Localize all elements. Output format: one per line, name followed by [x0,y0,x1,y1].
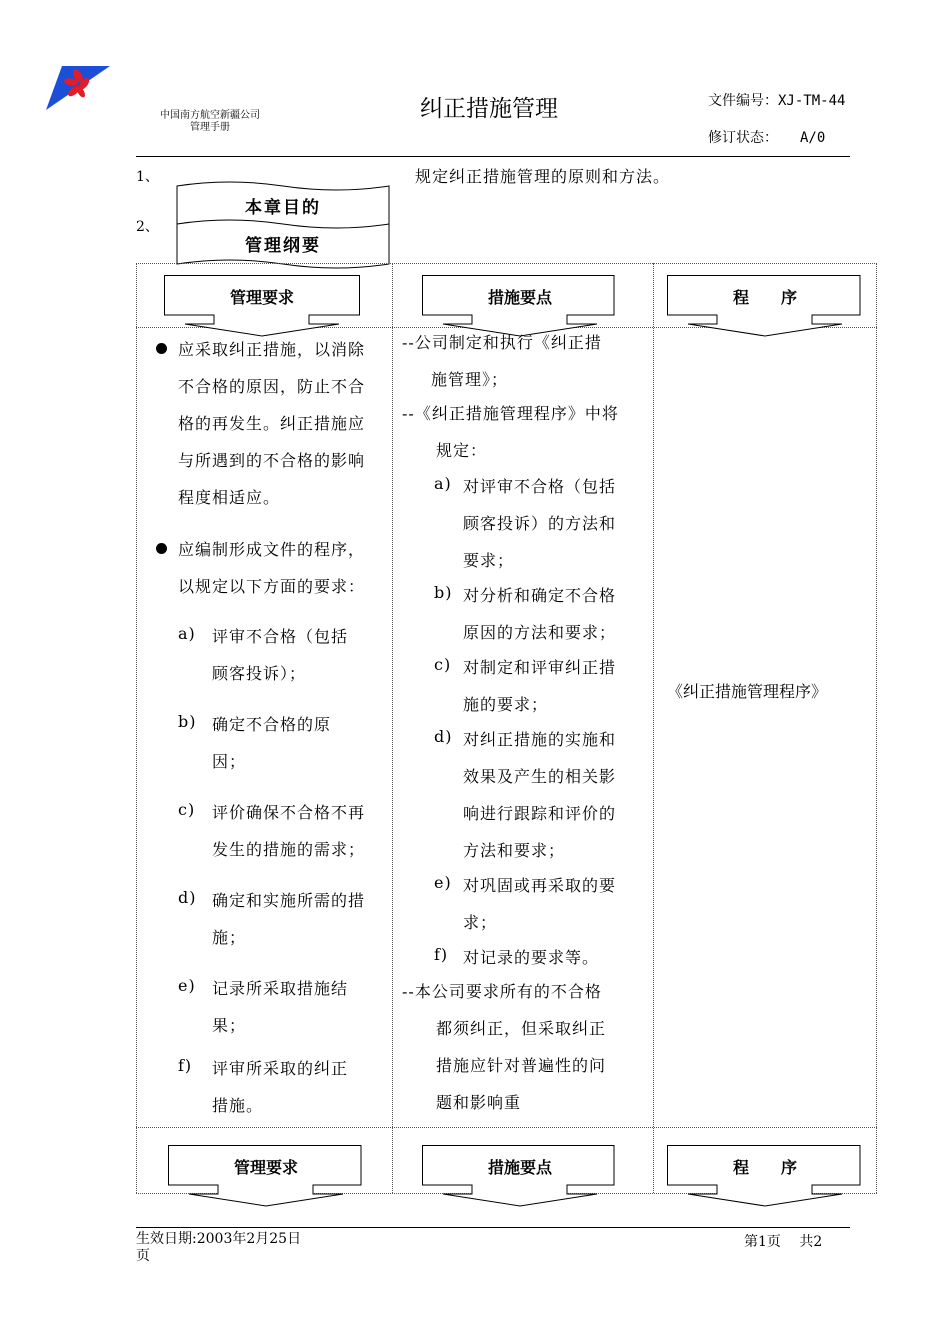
col1-item-line: 发生的措施的需求； [212,840,366,859]
col1-item-line: 果； [212,1016,247,1035]
doc-title: 纠正措施管理 [420,96,558,122]
col2-dash-line: 题和影响重 [436,1093,522,1112]
col2-dash-line: --本公司要求所有的不合格 [402,982,602,1001]
col1-bullet1-line: 与所遇到的不合格的影响 [178,451,366,470]
page-number: 第1页 共2 [744,1234,823,1250]
col2-item-line: 对巩固或再采取的要 [463,876,617,895]
section-2-title: 管理纲要 [245,236,321,256]
header-label-procedure: 程 序 [732,1158,797,1177]
col2-item-mark: d) [434,727,453,746]
col1-bullet2-line: 以规定以下方面的要求： [178,577,366,596]
manual-name: 管理手册 [190,122,230,133]
section-2-number: 2、 [136,219,159,235]
col1-item-mark: a) [178,624,196,643]
col2-item-line: 效果及产生的相关影 [463,767,617,786]
col1-bullet2-line: 应编制形成文件的程序， [178,540,366,559]
file-number-value: XJ-TM-44 [778,93,846,109]
table-border-right [876,263,877,1193]
bullet-icon [156,543,167,554]
col1-item-line: 措施。 [212,1096,264,1115]
col1-item-line: 评价确保不合格不再 [212,803,366,822]
col2-item-line: 对纠正措施的实施和 [463,730,617,749]
procedure-reference: 《纠正措施管理程序》 [667,682,828,701]
section-1-title: 本章目的 [245,198,321,218]
header-box-procedure [667,275,863,337]
col1-item-mark: f) [178,1056,193,1075]
col2-dash-line: 施管理》； [431,370,509,389]
kapok-flower-logo-icon [42,64,112,114]
file-number-label: 文件编号： [708,93,778,109]
col2-item-mark: e) [434,873,452,892]
col1-item-line: 确定和实施所需的措 [212,891,366,910]
header-label-procedure: 程 序 [732,288,797,307]
col2-item-line: 要求； [463,551,515,570]
col2-item-line: 原因的方法和要求； [463,623,617,642]
effective-date [136,1231,346,1265]
col1-item-mark: e) [178,976,196,995]
col1-item-line: 确定不合格的原 [212,715,332,734]
table-border-top [136,263,877,264]
header-divider [136,156,850,157]
footer-divider [136,1227,850,1228]
revision-value: A/0 [800,130,826,146]
col1-item-line: 评审所采取的纠正 [212,1059,349,1078]
revision-label: 修订状态： [708,130,778,146]
col2-item-line: 求； [463,913,498,932]
col2-item-line: 顾客投诉）的方法和 [463,514,617,533]
col1-item-mark: d) [178,888,197,907]
revision-status [708,127,825,147]
col2-item-line: 方法和要求； [463,841,566,860]
page-suffix: 页 [136,1248,150,1264]
col1-bullet1-line: 格的再发生。纠正措施应 [178,414,366,433]
col1-item-mark: b) [178,712,197,731]
table-col-divider [653,263,654,1193]
bullet-icon [156,343,167,354]
col1-bullet1-line: 程度相适应。 [178,488,281,507]
header-label-management-requirements: 管理要求 [233,1158,298,1177]
header-label-measure-points: 措施要点 [487,1158,552,1177]
col2-dash-line: 措施应针对普遍性的问 [436,1056,607,1075]
col1-item-line: 顾客投诉）； [212,664,307,683]
col2-item-line: 对制定和评审纠正措 [463,658,617,677]
header-box-procedure [667,1145,863,1207]
col2-item-mark: c) [434,655,452,674]
header-box-management-requirements [168,1145,364,1207]
company-block [135,110,285,134]
col2-item-mark: a) [434,474,452,493]
header-box-management-requirements [164,275,360,337]
col1-item-line: 记录所采取措施结 [212,979,349,998]
col2-dash-line: 规定： [436,441,488,460]
col2-item-line: 施的要求； [463,695,549,714]
section-1-text: 规定纠正措施管理的原则和方法。 [415,167,671,186]
company-name: 中国南方航空新疆公司 [160,110,260,121]
table-border-left [136,263,137,1193]
table-row-divider [136,1127,877,1128]
effective-date-text: 生效日期:2003年2月25日 [136,1231,302,1247]
section-1-number: 1、 [136,169,159,185]
col1-item-line: 因； [212,752,247,771]
file-number [708,94,863,108]
col2-item-line: 对评审不合格（包括 [463,477,617,496]
col1-item-line: 评审不合格（包括 [212,627,349,646]
col1-item-line: 施； [212,928,247,947]
table-col-divider [392,263,393,1193]
header-label-management-requirements: 管理要求 [229,288,294,307]
col2-item-mark: f) [434,945,449,964]
col2-dash-line: 都须纠正，但采取纠正 [436,1019,607,1038]
col1-bullet1-line: 不合格的原因，防止不合 [178,377,366,396]
col2-dash-line: --《纠正措施管理程序》中将 [402,404,619,423]
header-label-measure-points: 措施要点 [487,288,552,307]
header-box-measure-points [422,1145,618,1207]
col2-item-line: 对记录的要求等。 [463,948,600,967]
col2-item-mark: b) [434,583,453,602]
header-box-measure-points [422,275,618,337]
col2-item-line: 响进行跟踪和评价的 [463,804,617,823]
col2-item-line: 对分析和确定不合格 [463,586,617,605]
col1-item-mark: c) [178,800,196,819]
col2-dash-line: --公司制定和执行《纠正措 [402,333,602,352]
col1-bullet1-line: 应采取纠正措施，以消除 [178,340,366,359]
